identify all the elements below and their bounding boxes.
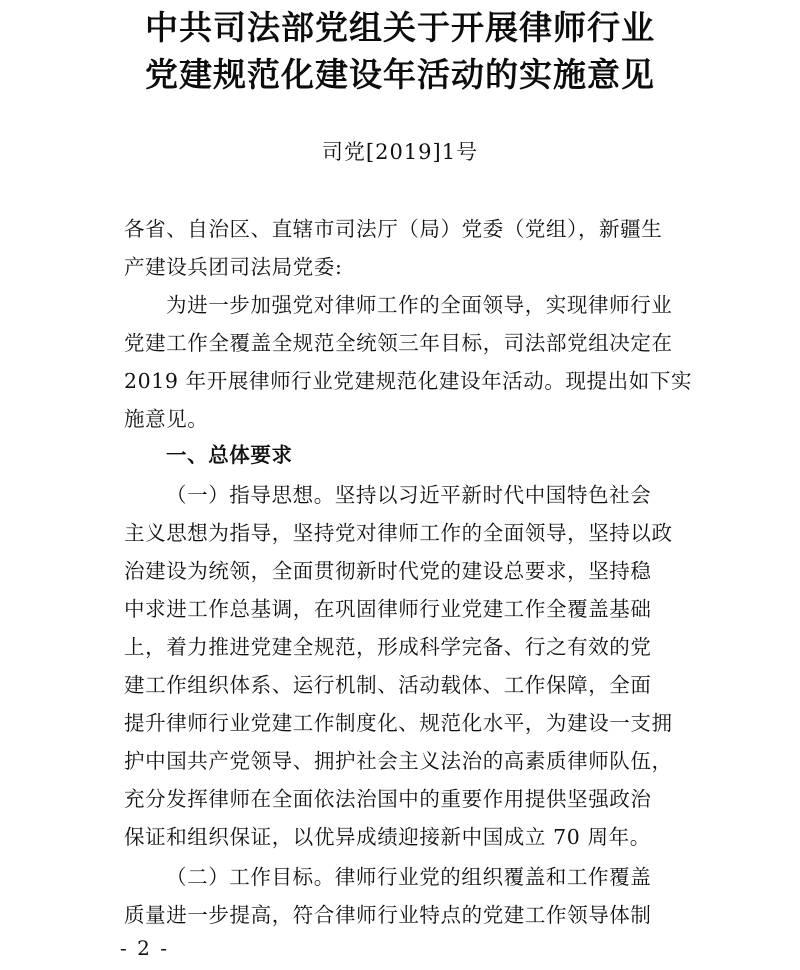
- addressee-line-2: 产建设兵团司法局党委:: [124, 255, 343, 279]
- work-goal-line-2: 质量进一步提高，符合律师行业特点的党建工作领导体制: [124, 903, 652, 927]
- intro-paragraph-line-3: 2019 年开展律师行业党建规范化建设年活动。现提出如下实: [124, 369, 693, 393]
- section-1-heading: 一、总体要求: [166, 443, 293, 467]
- intro-paragraph-line-1: 为进一步加强党对律师工作的全面领导，实现律师行业: [166, 293, 673, 317]
- addressee-line-1: 各省、自治区、直辖市司法厅（局）党委（党组），新疆生: [124, 217, 663, 241]
- guiding-ideology-line-2: 主义思想为指导，坚持党对律师工作的全面领导，坚持以政: [124, 521, 673, 545]
- document-number: 司党[2019]1号: [321, 140, 479, 164]
- work-goal-line-1: （二）工作目标。律师行业党的组织覆盖和工作覆盖: [166, 865, 652, 889]
- intro-paragraph-line-4: 施意见。: [124, 407, 209, 431]
- guiding-ideology-line-7: 提升律师行业党建工作制度化、规范化水平，为建设一支拥: [124, 711, 673, 735]
- intro-paragraph-line-2: 党建工作全覆盖全规范全统领三年目标，司法部党组决定在: [124, 331, 673, 355]
- guiding-ideology-line-1: （一）指导思想。坚持以习近平新时代中国特色社会: [166, 483, 652, 507]
- guiding-ideology-line-10: 保证和组织保证，以优异成绩迎接新中国成立 70 周年。: [124, 825, 651, 849]
- guiding-ideology-line-5: 上，着力推进党建全规范，形成科学完备、行之有效的党: [124, 635, 652, 659]
- guiding-ideology-line-6: 建工作组织体系、运行机制、活动载体、工作保障，全面: [124, 673, 652, 697]
- guiding-ideology-line-3: 治建设为统领，全面贯彻新时代党的建设总要求，坚持稳: [124, 559, 652, 583]
- guiding-ideology-line-8: 护中国共产党领导、拥护社会主义法治的高素质律师队伍，: [124, 749, 673, 773]
- document-title-line-1: 中共司法部党组关于开展律师行业: [145, 8, 655, 47]
- guiding-ideology-line-4: 中求进工作总基调，在巩固律师行业党建工作全覆盖基础: [124, 597, 652, 621]
- guiding-ideology-line-9: 充分发挥律师在全面依法治国中的重要作用提供坚强政治: [124, 787, 652, 811]
- document-title-line-2: 党建规范化建设年活动的实施意见: [145, 55, 655, 94]
- page-number: - 2 -: [120, 936, 169, 960]
